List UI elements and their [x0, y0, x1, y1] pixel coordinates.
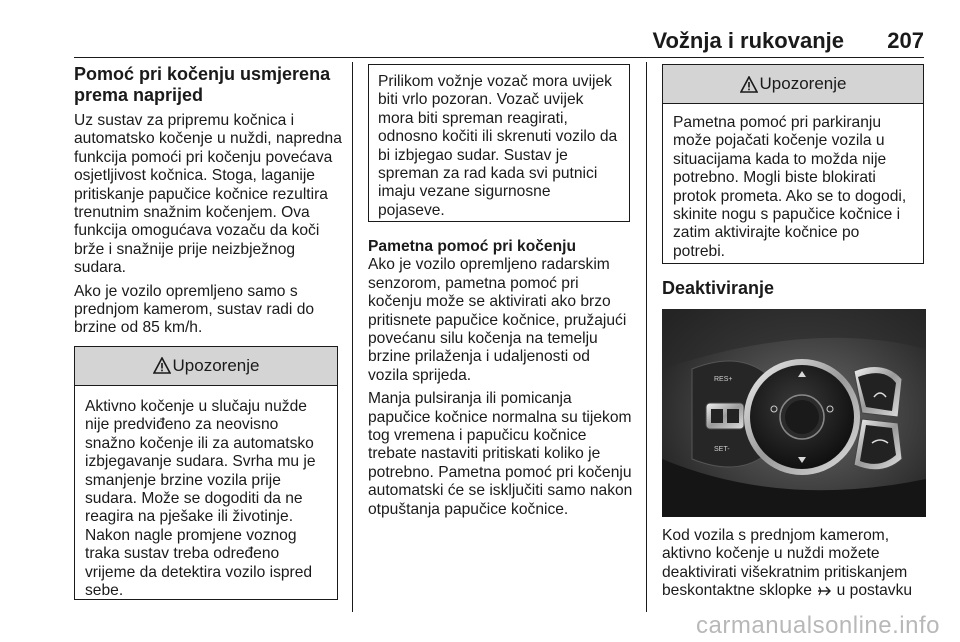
section-heading-smart-brake-assist: Pametna pomoć pri kočenju	[368, 238, 576, 255]
column-1	[74, 64, 344, 600]
warning-box	[74, 346, 338, 600]
warning-header	[75, 347, 337, 386]
warning-title: Upozorenje	[172, 355, 260, 375]
header-rule	[74, 57, 924, 58]
paragraph: Manja pulsiranja ili pomicanja papučice kočnice normalna su tijekom tog vremena i papučicu kočnice trebate nastaviti pritiskati koliko je potrebno. Pametna pomoć pri kočenju automatski će se isključiti samo nakon otpuštanja papučice kočnice.	[368, 390, 633, 518]
paragraph-text-end: u postavku	[836, 582, 913, 600]
page-header	[0, 0, 960, 60]
warning-triangle-icon	[153, 357, 171, 374]
paragraph-text: Kod vozila s prednjom kamerom, aktivno kočenje u nuždi možete deaktivirati višekratnim pritiskanjem beskontaktne sklopke	[662, 527, 908, 600]
paragraph	[662, 527, 930, 601]
paragraph: Ako je vozilo opremljeno radarskim senzorom, pametna pomoć pri kočenju može se aktivirati ako brzo pritisnete papučice kočnice, pružajući povećanu silu kočenja na temelju brzine prilaženja i udaljenosti od vozila sprijeda.	[368, 256, 627, 384]
column-divider-1	[352, 62, 353, 612]
page-number: 207	[887, 28, 924, 53]
warning-header	[663, 65, 923, 104]
section-heading-deactivation: Deaktiviranje	[662, 278, 775, 298]
warning-title: Upozorenje	[759, 73, 847, 93]
warning-text: Pametna pomoć pri parkiranju može pojačati kočenje vozila u situacijama kada to možda nije potrebno. Mogli biste blokirati protok prometa. Ako se to dogodi, skinite nogu s papučice kočnice i zatim aktivirajte kočnice po potrebi.	[673, 114, 907, 260]
steering-wheel-controls-photo	[662, 309, 926, 517]
proximity-switch-icon	[816, 584, 832, 598]
set-label: SET-	[714, 446, 730, 453]
column-divider-2	[646, 62, 647, 612]
warning-box-continued	[368, 64, 630, 222]
paragraph: Uz sustav za pripremu kočnica i automatsko kočenje u nuždi, napredna funkcija pomoći pri kočenju povećava osjetljivost kočnica. Stoga, laganije pritiskanje papučice kočnice rezultira trenutnim snažnim kočenjem. Ova funkcija omogućava vozaču da koči brže i snažnije prije neizbježnog sudara.	[74, 112, 342, 277]
column-2	[368, 64, 634, 524]
warning-triangle-icon	[740, 76, 758, 93]
warning-text: Aktivno kočenje u slučaju nužde nije predviđeno za neovisno snažno kočenje ili za automatsko izbjegavanje sudara. Svrha mu je smanjenje brzine vozila prije sudara. Može se dogoditi da ne reagira na pješake ili životinje. Nakon nagle promjene voznog traka sustav treba određeno vrijeme da detektira vozilo ispred sebe.	[85, 397, 316, 599]
paragraph: Ako je vozilo opremljeno samo s prednjom kamerom, sustav radi do brzine od 85 km/h.	[74, 282, 315, 337]
running-title: Vožnja i rukovanje	[652, 28, 844, 53]
column-3	[662, 64, 930, 606]
warning-box	[662, 64, 924, 264]
watermark: carmanualsonline.info	[696, 612, 940, 639]
warning-text-continued: Prilikom vožnje vozač mora uvijek biti vrlo pozoran. Vozač uvijek mora biti spreman reagirati, odnosno kočiti ili skrenuti vozilo da bi izbjegao sudar. Sustav je spreman za rad kada svi putnici imaju vezane sigurnosne pojaseve.	[378, 73, 618, 219]
section-heading-forward-brake-assist: Pomoć pri kočenju usmjerena prema naprijed	[74, 64, 331, 105]
res-label: RES+	[714, 376, 733, 383]
